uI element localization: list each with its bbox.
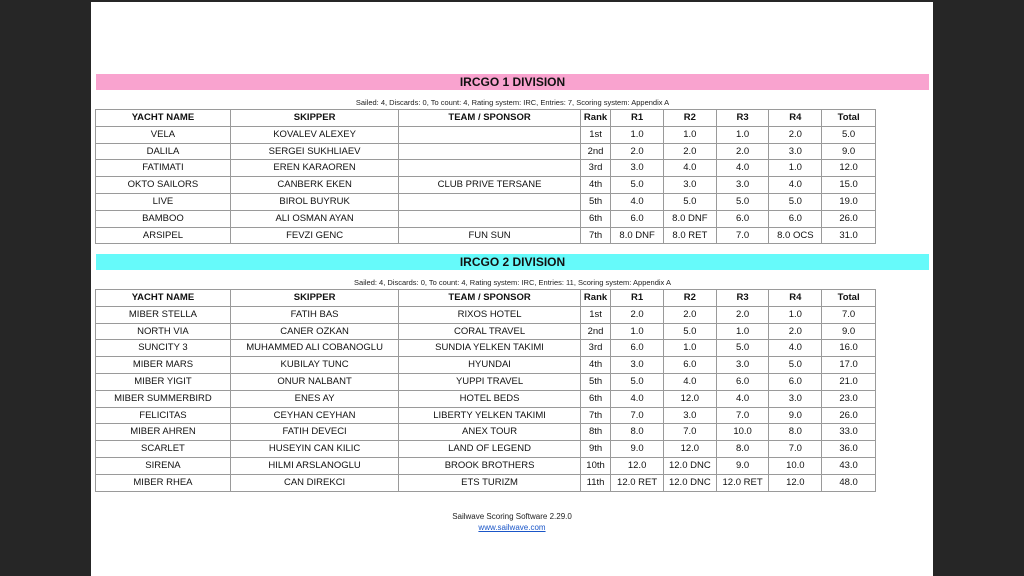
column-header-r4: R4 bbox=[769, 290, 821, 306]
cell-r3: 8.0 bbox=[717, 441, 769, 457]
cell-r1: 6.0 bbox=[611, 340, 663, 356]
cell-yacht-name: MIBER SUMMERBIRD bbox=[96, 391, 230, 407]
table-row bbox=[96, 307, 875, 323]
footer-link[interactable]: www.sailwave.com bbox=[478, 523, 546, 532]
cell-r2: 12.0 bbox=[664, 391, 716, 407]
cell-total: 9.0 bbox=[822, 144, 875, 160]
cell-r4: 6.0 bbox=[769, 211, 821, 227]
cell-skipper: CANER OZKAN bbox=[231, 324, 398, 340]
cell-total: 16.0 bbox=[822, 340, 875, 356]
cell-total: 48.0 bbox=[822, 475, 875, 491]
division-1-title: IRCGO 1 DIVISION bbox=[96, 74, 929, 90]
cell-r4: 1.0 bbox=[769, 307, 821, 323]
cell-r1: 4.0 bbox=[611, 391, 663, 407]
cell-r1: 1.0 bbox=[611, 324, 663, 340]
cell-r1: 1.0 bbox=[611, 127, 663, 143]
cell-skipper: ALI OSMAN AYAN bbox=[231, 211, 398, 227]
cell-total: 21.0 bbox=[822, 374, 875, 390]
cell-rank: 3rd bbox=[581, 340, 610, 356]
cell-rank: 7th bbox=[581, 228, 610, 244]
table-row bbox=[96, 475, 875, 491]
cell-team-sponsor: HOTEL BEDS bbox=[399, 391, 580, 407]
cell-total: 33.0 bbox=[822, 424, 875, 440]
cell-yacht-name: NORTH VIA bbox=[96, 324, 230, 340]
cell-skipper: FEVZI GENC bbox=[231, 228, 398, 244]
results-page bbox=[91, 2, 933, 576]
cell-r3: 7.0 bbox=[717, 228, 769, 244]
cell-r3: 6.0 bbox=[717, 211, 769, 227]
cell-r1: 7.0 bbox=[611, 408, 663, 424]
cell-skipper: SERGEI SUKHLIAEV bbox=[231, 144, 398, 160]
cell-rank: 2nd bbox=[581, 144, 610, 160]
footer-software-text: Sailwave Scoring Software 2.29.0 bbox=[452, 512, 572, 521]
cell-team-sponsor: HYUNDAI bbox=[399, 357, 580, 373]
cell-yacht-name: SCARLET bbox=[96, 441, 230, 457]
cell-yacht-name: SIRENA bbox=[96, 458, 230, 474]
cell-r4: 2.0 bbox=[769, 324, 821, 340]
column-header-rank: Rank bbox=[581, 290, 610, 306]
cell-r2: 3.0 bbox=[664, 177, 716, 193]
cell-team-sponsor bbox=[399, 127, 580, 143]
cell-r3: 6.0 bbox=[717, 374, 769, 390]
cell-yacht-name: MIBER RHEA bbox=[96, 475, 230, 491]
cell-r3: 10.0 bbox=[717, 424, 769, 440]
cell-r2: 8.0 RET bbox=[664, 228, 716, 244]
cell-r2: 7.0 bbox=[664, 424, 716, 440]
cell-rank: 5th bbox=[581, 374, 610, 390]
cell-skipper: MUHAMMED ALI COBANOGLU bbox=[231, 340, 398, 356]
cell-r3: 7.0 bbox=[717, 408, 769, 424]
cell-rank: 10th bbox=[581, 458, 610, 474]
table-row bbox=[96, 424, 875, 440]
cell-skipper: CAN DIREKCI bbox=[231, 475, 398, 491]
cell-r2: 3.0 bbox=[664, 408, 716, 424]
cell-r2: 1.0 bbox=[664, 127, 716, 143]
cell-yacht-name: MIBER YIGIT bbox=[96, 374, 230, 390]
cell-r1: 12.0 RET bbox=[611, 475, 663, 491]
cell-skipper: KUBILAY TUNC bbox=[231, 357, 398, 373]
table-row bbox=[96, 194, 875, 210]
cell-rank: 2nd bbox=[581, 324, 610, 340]
column-header-skipper: SKIPPER bbox=[231, 290, 398, 306]
cell-total: 15.0 bbox=[822, 177, 875, 193]
column-header-total: Total bbox=[822, 290, 875, 306]
cell-r4: 3.0 bbox=[769, 391, 821, 407]
cell-team-sponsor: RIXOS HOTEL bbox=[399, 307, 580, 323]
division-2-title: IRCGO 2 DIVISION bbox=[96, 254, 929, 270]
cell-r3: 1.0 bbox=[717, 127, 769, 143]
column-header-r2: R2 bbox=[664, 290, 716, 306]
cell-total: 23.0 bbox=[822, 391, 875, 407]
cell-team-sponsor: BROOK BROTHERS bbox=[399, 458, 580, 474]
cell-rank: 11th bbox=[581, 475, 610, 491]
cell-r4: 1.0 bbox=[769, 160, 821, 176]
cell-skipper: ONUR NALBANT bbox=[231, 374, 398, 390]
table-header-row bbox=[96, 290, 875, 306]
cell-total: 12.0 bbox=[822, 160, 875, 176]
column-header-r1: R1 bbox=[611, 110, 663, 126]
table-row bbox=[96, 228, 875, 244]
table-row bbox=[96, 357, 875, 373]
cell-r4: 5.0 bbox=[769, 357, 821, 373]
cell-total: 17.0 bbox=[822, 357, 875, 373]
cell-r2: 12.0 bbox=[664, 441, 716, 457]
cell-r2: 2.0 bbox=[664, 307, 716, 323]
cell-rank: 3rd bbox=[581, 160, 610, 176]
cell-team-sponsor: FUN SUN bbox=[399, 228, 580, 244]
table-row bbox=[96, 340, 875, 356]
cell-r4: 7.0 bbox=[769, 441, 821, 457]
cell-r3: 5.0 bbox=[717, 194, 769, 210]
cell-team-sponsor: CLUB PRIVE TERSANE bbox=[399, 177, 580, 193]
cell-yacht-name: MIBER AHREN bbox=[96, 424, 230, 440]
cell-skipper: FATIH BAS bbox=[231, 307, 398, 323]
cell-yacht-name: SUNCITY 3 bbox=[96, 340, 230, 356]
cell-total: 19.0 bbox=[822, 194, 875, 210]
cell-r4: 4.0 bbox=[769, 177, 821, 193]
cell-skipper: CANBERK EKEN bbox=[231, 177, 398, 193]
cell-rank: 8th bbox=[581, 424, 610, 440]
cell-team-sponsor: ETS TURIZM bbox=[399, 475, 580, 491]
column-header-team-sponsor: TEAM / SPONSOR bbox=[399, 110, 580, 126]
table-row bbox=[96, 160, 875, 176]
cell-yacht-name: OKTO SAILORS bbox=[96, 177, 230, 193]
cell-r2: 2.0 bbox=[664, 144, 716, 160]
column-header-total: Total bbox=[822, 110, 875, 126]
cell-total: 5.0 bbox=[822, 127, 875, 143]
division-1-summary: Sailed: 4, Discards: 0, To count: 4, Rating system: IRC, Entries: 7, Scoring system: Appendix A bbox=[355, 98, 670, 107]
column-header-yacht-name: YACHT NAME bbox=[96, 110, 230, 126]
cell-yacht-name: FELICITAS bbox=[96, 408, 230, 424]
column-header-rank: Rank bbox=[581, 110, 610, 126]
cell-team-sponsor bbox=[399, 160, 580, 176]
column-header-yacht-name: YACHT NAME bbox=[96, 290, 230, 306]
cell-yacht-name: FATIMATI bbox=[96, 160, 230, 176]
table-row bbox=[96, 127, 875, 143]
cell-r2: 8.0 DNF bbox=[664, 211, 716, 227]
cell-r2: 6.0 bbox=[664, 357, 716, 373]
cell-r2: 4.0 bbox=[664, 160, 716, 176]
cell-team-sponsor: SUNDIA YELKEN TAKIMI bbox=[399, 340, 580, 356]
cell-total: 43.0 bbox=[822, 458, 875, 474]
cell-team-sponsor: CORAL TRAVEL bbox=[399, 324, 580, 340]
cell-skipper: CEYHAN CEYHAN bbox=[231, 408, 398, 424]
cell-team-sponsor bbox=[399, 211, 580, 227]
cell-rank: 5th bbox=[581, 194, 610, 210]
cell-r4: 9.0 bbox=[769, 408, 821, 424]
cell-rank: 9th bbox=[581, 441, 610, 457]
cell-r1: 2.0 bbox=[611, 307, 663, 323]
cell-yacht-name: MIBER MARS bbox=[96, 357, 230, 373]
column-header-r1: R1 bbox=[611, 290, 663, 306]
cell-r3: 2.0 bbox=[717, 144, 769, 160]
table-row bbox=[96, 458, 875, 474]
table-header-row bbox=[96, 110, 875, 126]
cell-yacht-name: BAMBOO bbox=[96, 211, 230, 227]
cell-r1: 3.0 bbox=[611, 160, 663, 176]
cell-total: 26.0 bbox=[822, 408, 875, 424]
column-header-r4: R4 bbox=[769, 110, 821, 126]
column-header-team-sponsor: TEAM / SPONSOR bbox=[399, 290, 580, 306]
cell-r3: 2.0 bbox=[717, 307, 769, 323]
cell-team-sponsor: LIBERTY YELKEN TAKIMI bbox=[399, 408, 580, 424]
column-header-r2: R2 bbox=[664, 110, 716, 126]
cell-r4: 2.0 bbox=[769, 127, 821, 143]
cell-r2: 5.0 bbox=[664, 194, 716, 210]
cell-r1: 6.0 bbox=[611, 211, 663, 227]
table-row bbox=[96, 177, 875, 193]
cell-yacht-name: ARSIPEL bbox=[96, 228, 230, 244]
cell-r3: 3.0 bbox=[717, 177, 769, 193]
table-row bbox=[96, 441, 875, 457]
cell-r2: 12.0 DNC bbox=[664, 458, 716, 474]
column-header-r3: R3 bbox=[717, 110, 769, 126]
cell-r3: 4.0 bbox=[717, 391, 769, 407]
cell-team-sponsor: YUPPI TRAVEL bbox=[399, 374, 580, 390]
cell-r2: 4.0 bbox=[664, 374, 716, 390]
cell-skipper: EREN KARAOREN bbox=[231, 160, 398, 176]
table-row bbox=[96, 408, 875, 424]
cell-team-sponsor: ANEX TOUR bbox=[399, 424, 580, 440]
cell-team-sponsor bbox=[399, 194, 580, 210]
cell-r1: 5.0 bbox=[611, 177, 663, 193]
cell-r1: 5.0 bbox=[611, 374, 663, 390]
cell-r4: 12.0 bbox=[769, 475, 821, 491]
cell-r1: 8.0 DNF bbox=[611, 228, 663, 244]
cell-yacht-name: LIVE bbox=[96, 194, 230, 210]
cell-r2: 12.0 DNC bbox=[664, 475, 716, 491]
cell-team-sponsor: LAND OF LEGEND bbox=[399, 441, 580, 457]
cell-r4: 5.0 bbox=[769, 194, 821, 210]
cell-total: 26.0 bbox=[822, 211, 875, 227]
cell-skipper: HILMI ARSLANOGLU bbox=[231, 458, 398, 474]
table-row bbox=[96, 144, 875, 160]
cell-r3: 3.0 bbox=[717, 357, 769, 373]
cell-skipper: FATIH DEVECI bbox=[231, 424, 398, 440]
cell-r1: 8.0 bbox=[611, 424, 663, 440]
cell-r3: 12.0 RET bbox=[717, 475, 769, 491]
cell-skipper: HUSEYIN CAN KILIC bbox=[231, 441, 398, 457]
table-row bbox=[96, 374, 875, 390]
cell-total: 36.0 bbox=[822, 441, 875, 457]
cell-skipper: KOVALEV ALEXEY bbox=[231, 127, 398, 143]
table-row bbox=[96, 211, 875, 227]
cell-r4: 8.0 bbox=[769, 424, 821, 440]
cell-r1: 12.0 bbox=[611, 458, 663, 474]
cell-r3: 5.0 bbox=[717, 340, 769, 356]
cell-rank: 4th bbox=[581, 177, 610, 193]
cell-r4: 8.0 OCS bbox=[769, 228, 821, 244]
cell-team-sponsor bbox=[399, 144, 580, 160]
division-2-results-table bbox=[95, 289, 876, 492]
cell-rank: 4th bbox=[581, 357, 610, 373]
cell-yacht-name: DALILA bbox=[96, 144, 230, 160]
cell-r1: 4.0 bbox=[611, 194, 663, 210]
cell-r4: 4.0 bbox=[769, 340, 821, 356]
cell-r3: 4.0 bbox=[717, 160, 769, 176]
cell-r1: 3.0 bbox=[611, 357, 663, 373]
division-1-results-table bbox=[95, 109, 876, 244]
cell-total: 9.0 bbox=[822, 324, 875, 340]
table-row bbox=[96, 391, 875, 407]
division-2-summary: Sailed: 4, Discards: 0, To count: 4, Rating system: IRC, Entries: 11, Scoring system: Appendix A bbox=[354, 278, 671, 287]
cell-total: 7.0 bbox=[822, 307, 875, 323]
cell-skipper: BIROL BUYRUK bbox=[231, 194, 398, 210]
cell-r2: 5.0 bbox=[664, 324, 716, 340]
cell-r1: 2.0 bbox=[611, 144, 663, 160]
cell-r1: 9.0 bbox=[611, 441, 663, 457]
cell-rank: 1st bbox=[581, 127, 610, 143]
cell-r4: 10.0 bbox=[769, 458, 821, 474]
cell-r4: 6.0 bbox=[769, 374, 821, 390]
cell-r2: 1.0 bbox=[664, 340, 716, 356]
cell-skipper: ENES AY bbox=[231, 391, 398, 407]
cell-yacht-name: VELA bbox=[96, 127, 230, 143]
cell-r4: 3.0 bbox=[769, 144, 821, 160]
cell-r3: 9.0 bbox=[717, 458, 769, 474]
cell-yacht-name: MIBER STELLA bbox=[96, 307, 230, 323]
cell-rank: 6th bbox=[581, 391, 610, 407]
column-header-r3: R3 bbox=[717, 290, 769, 306]
table-row bbox=[96, 324, 875, 340]
cell-r3: 1.0 bbox=[717, 324, 769, 340]
cell-rank: 6th bbox=[581, 211, 610, 227]
cell-rank: 1st bbox=[581, 307, 610, 323]
cell-rank: 7th bbox=[581, 408, 610, 424]
cell-total: 31.0 bbox=[822, 228, 875, 244]
column-header-skipper: SKIPPER bbox=[231, 110, 398, 126]
